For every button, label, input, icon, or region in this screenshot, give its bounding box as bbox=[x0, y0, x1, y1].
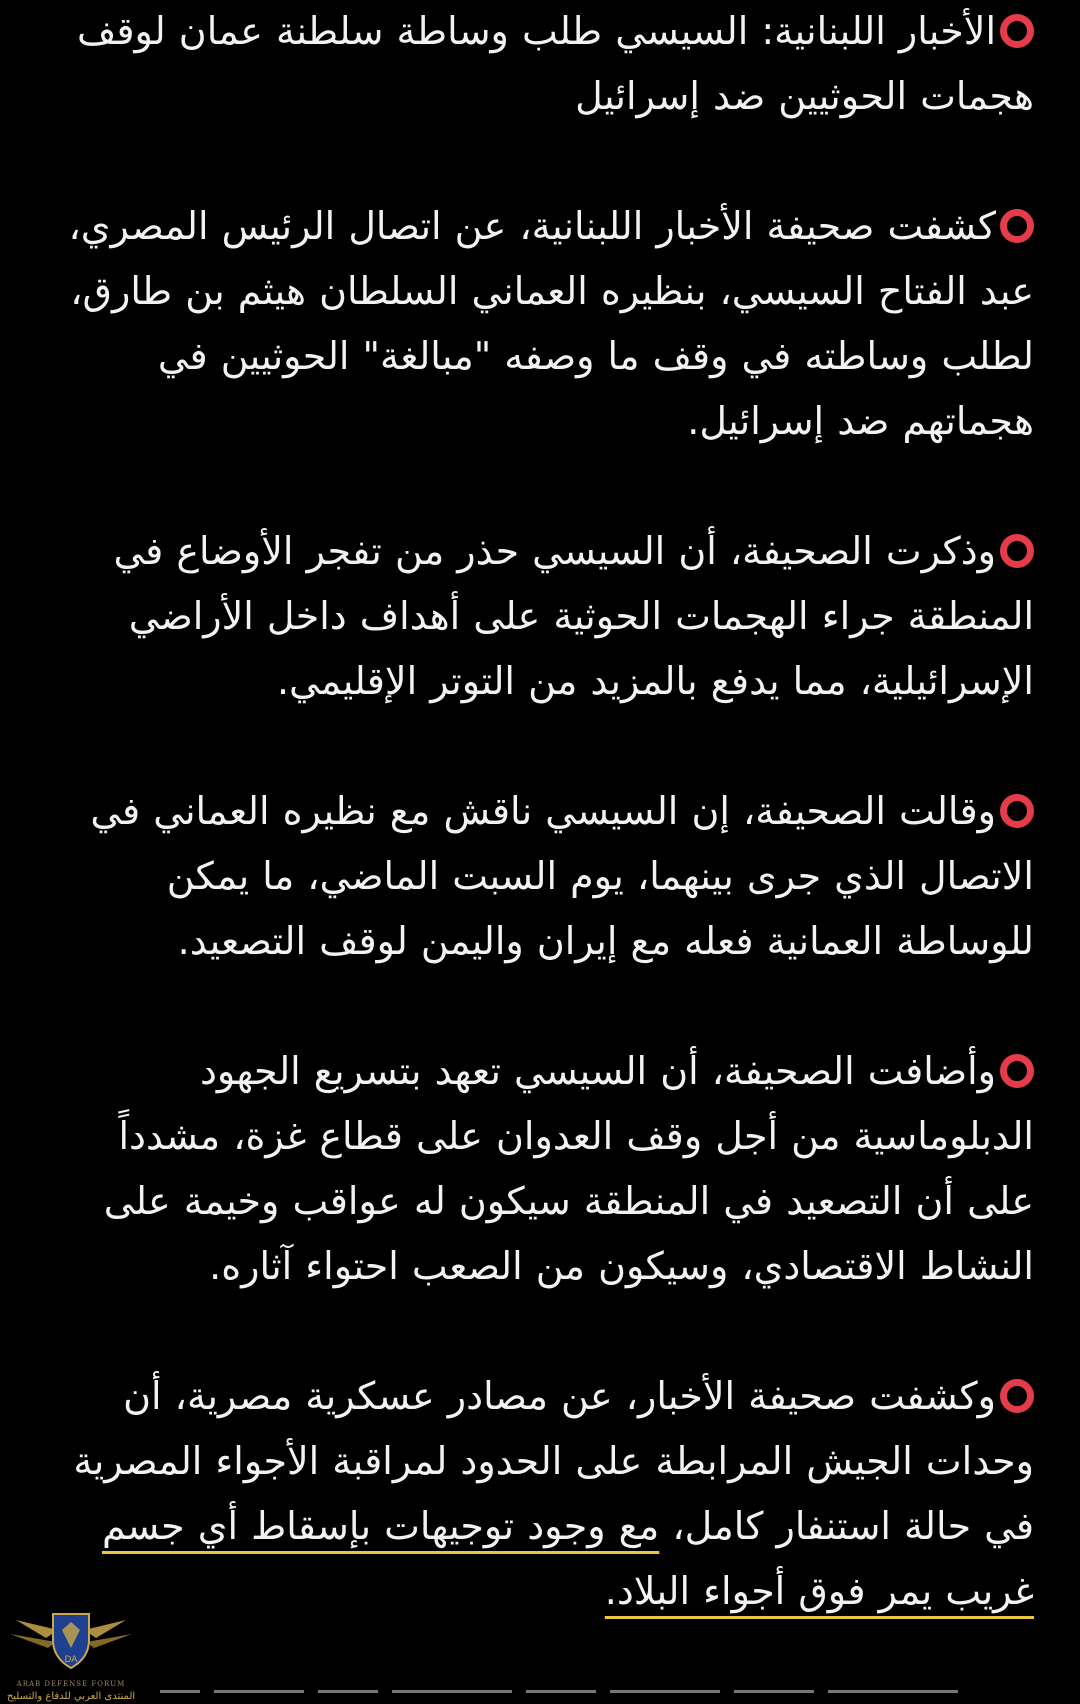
watermark-english-name: ARAB DEFENSE FORUM bbox=[16, 1680, 126, 1688]
highlighted-text: مع وجود توجيهات بإسقاط أي جسم غريب يمر فوق أجواء البلاد. bbox=[101, 1504, 1034, 1613]
article-paragraph bbox=[52, 1364, 1034, 1624]
eagle-shield-icon bbox=[6, 1600, 136, 1680]
article-paragraph bbox=[52, 0, 1034, 129]
paragraph-text: كشفت صحيفة الأخبار اللبنانية، عن اتصال الرئيس المصري، عبد الفتاح السيسي، بنظيره العماني السلطان هيثم بن طارق، لطلب وساطته في وقف ما وصفه "مبالغة" الحوثيين في هجماتهم ضد إسرائيل. bbox=[68, 204, 1034, 443]
article-paragraph bbox=[52, 779, 1034, 974]
cut-off-text-line bbox=[160, 1690, 1040, 1704]
article-paragraph bbox=[52, 519, 1034, 714]
article-body bbox=[52, 0, 1034, 1689]
paragraph-text: وأضافت الصحيفة، أن السيسي تعهد بتسريع الجهود الدبلوماسية من أجل وقف العدوان على قطاع غزة، مشدداً على أن التصعيد في المنطقة سيكون له عواقب وخيمة على النشاط الاقتصادي، وسيكون من الصعب احتواء آثاره. bbox=[103, 1049, 1034, 1288]
forum-watermark-logo bbox=[6, 1600, 136, 1704]
svg-text:DA: DA bbox=[64, 1655, 78, 1665]
paragraph-text: وقالت الصحيفة، إن السيسي ناقش مع نظيره العماني في الاتصال الذي جرى بينهما، يوم السبت الماضي، ما يمكن للوساطة العمانية فعله مع إيران واليمن لوقف التصعيد. bbox=[90, 789, 1034, 963]
paragraph-text: الأخبار اللبنانية: السيسي طلب وساطة سلطنة عمان لوقف هجمات الحوثيين ضد إسرائيل bbox=[77, 9, 1034, 118]
paragraph-text: وكشفت صحيفة الأخبار، عن مصادر عسكرية مصرية، أن وحدات الجيش المرابطة على الحدود لمراقبة الأجواء المصرية في حالة استنفار كامل، bbox=[73, 1374, 1034, 1548]
article-paragraph bbox=[52, 194, 1034, 454]
watermark-arabic-name: المنتدى العربي للدفاع والتسليح bbox=[6, 1691, 136, 1702]
red-circle-icon bbox=[1000, 1379, 1034, 1413]
red-circle-icon bbox=[1000, 14, 1034, 48]
paragraph-text: وذكرت الصحيفة، أن السيسي حذر من تفجر الأوضاع في المنطقة جراء الهجمات الحوثية على أهداف داخل الأراضي الإسرائيلية، مما يدفع بالمزيد من التوتر الإقليمي. bbox=[113, 529, 1034, 703]
red-circle-icon bbox=[1000, 534, 1034, 568]
red-circle-icon bbox=[1000, 1054, 1034, 1088]
article-paragraph bbox=[52, 1039, 1034, 1299]
red-circle-icon bbox=[1000, 209, 1034, 243]
red-circle-icon bbox=[1000, 794, 1034, 828]
